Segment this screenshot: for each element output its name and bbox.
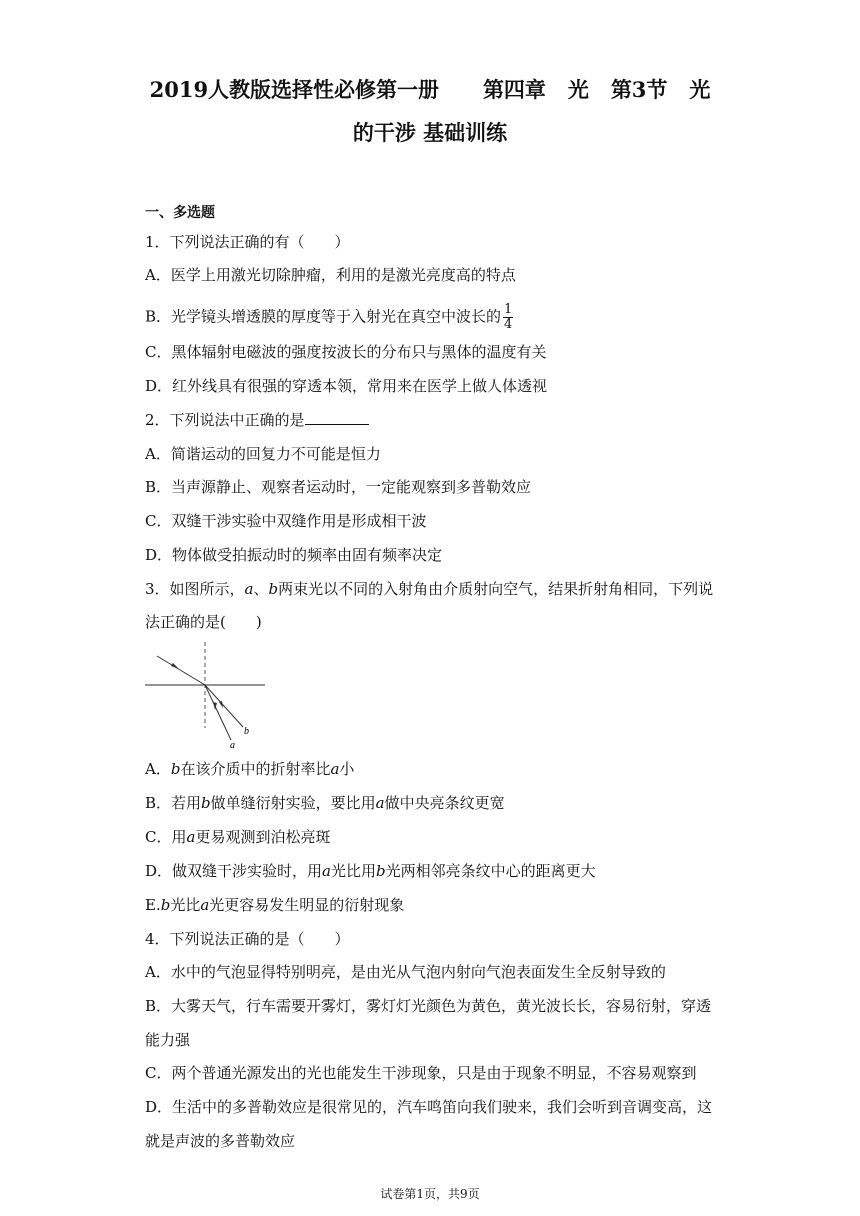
title-part-3: 光 [567,77,589,102]
fraction-one-quarter: $\frac{1}{4}$ [504,302,513,332]
q3-stem-line-2: 法正确的是( ) [145,613,262,631]
q1-option-d: D．红外线具有很强的穿透本领，常用来在医学上做人体透视 [145,377,548,395]
document-title-line-1 [120,68,740,112]
label-b: b [244,726,249,737]
q1-stem: 1．下列说法正确的有（ ） [145,233,350,251]
title-part-5: 光 [689,77,711,102]
q1-option-b-text: B．光学镜头增透膜的厚度等于入射光在真空中波长的 [145,307,502,326]
q2-stem [145,410,369,430]
q4-option-d-line-2: 就是声波的多普勒效应 [145,1132,296,1150]
title-part-1: 2019人教版选择性必修第一册 [149,77,440,102]
q2-stem-text: 2．下列说法中正确的是 [145,411,305,429]
q3-option-b: B．若用b做单缝衍射实验，要比用a做中央亮条纹更宽 [145,794,505,812]
q2-option-b: B．当声源静止、观察者运动时，一定能观察到多普勒效应 [145,478,532,496]
incident-ray [157,656,205,685]
refraction-diagram [143,640,267,750]
ray-a [205,685,231,740]
q1-option-b [145,303,513,332]
q1-option-c: C．黑体辐射电磁波的强度按波长的分布只与黑体的温度有关 [145,343,547,361]
q3-option-e: E.b光比a光更容易发生明显的衍射现象 [145,896,405,914]
q4-option-d-line-1: D．生活中的多普勒效应是很常见的，汽车鸣笛向我们驶来，我们会听到音调变高，这 [145,1098,713,1116]
q3-stem-line-1: 3．如图所示，a、b两束光以不同的入射角由介质射向空气，结果折射角相同，下列说 [145,580,714,598]
q3-option-c: C．用a更易观测到泊松亮斑 [145,828,331,846]
q2-option-c: C．双缝干涉实验中双缝作用是形成相干波 [145,512,427,530]
q4-option-a: A．水中的气泡显得特别明亮，是由光从气泡内射向气泡表面发生全反射导致的 [145,963,666,981]
q2-option-a: A．简谐运动的回复力不可能是恒力 [145,445,381,463]
ray-b [205,685,243,727]
label-a: a [230,740,235,750]
title-part-2: 第四章 [482,77,546,102]
incident-ray-arrow [171,663,179,669]
title-part-4: 第3节 [610,77,668,102]
q3-option-a: A．b在该介质中的折射率比a小 [145,760,355,778]
q4-option-c: C．两个普通光源发出的光也能发生干涉现象，只是由于现象不明显，不容易观察到 [145,1064,697,1082]
q2-option-d: D．物体做受拍振动时的频率由固有频率决定 [145,546,443,564]
section-heading: 一、多选题 [145,205,215,221]
q4-option-b-line-2: 能力强 [145,1031,191,1049]
page-footer: 试卷第1页，共9页 [380,1187,480,1201]
q4-stem: 4．下列说法正确的是（ ） [145,930,350,948]
ray-b-arrow [219,701,223,708]
q3-option-d: D．做双缝干涉实验时，用a光比用b光两相邻亮条纹中心的距离更大 [145,862,596,880]
q1-option-a: A．医学上用激光切除肿瘤，利用的是激光亮度高的特点 [145,266,516,284]
document-title-line-2: 的干涉 基础训练 [352,120,508,145]
answer-blank [305,410,369,425]
q4-option-b-line-1: B．大雾天气，行车需要开雾灯，雾灯灯光颜色为黄色，黄光波长长，容易衍射，穿透 [145,997,712,1015]
